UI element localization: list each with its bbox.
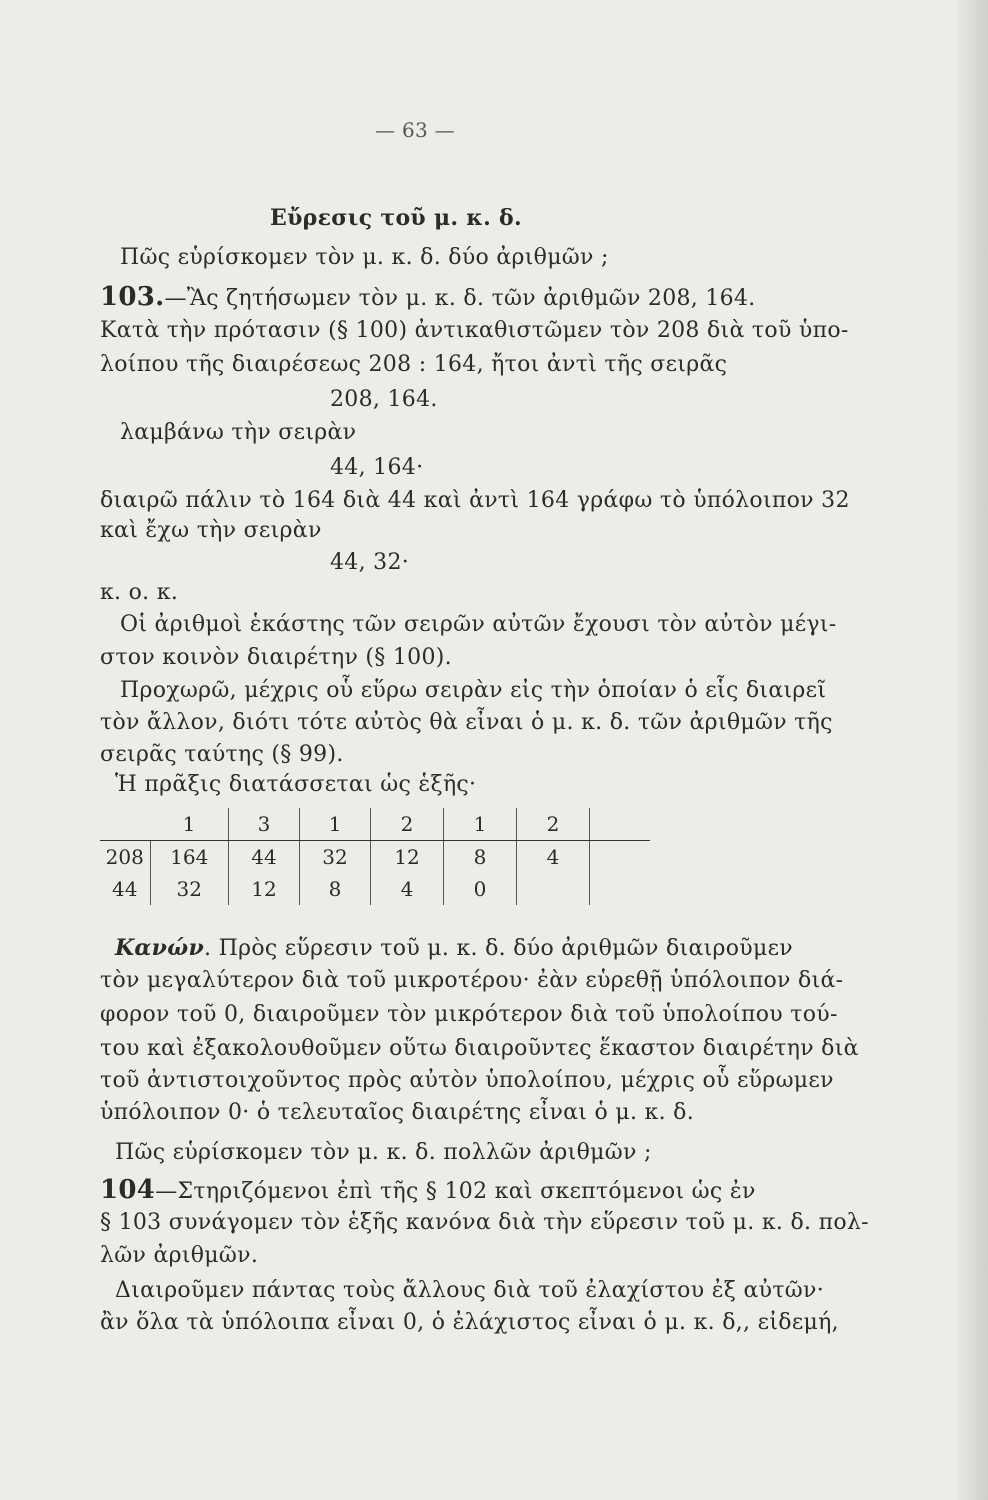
gcd-division-table <box>100 808 650 905</box>
series-line: 44, 164· <box>330 455 424 480</box>
text-line: τὸν ἄλλον, διότι τότε αὐτὸς θὰ εἶναι ὁ μ. κ. δ. τῶν ἀριθμῶν τῆς <box>100 710 833 735</box>
quotient-cell: 1 <box>150 808 229 841</box>
number-cell: 8 <box>444 841 517 874</box>
number-cell: 12 <box>229 873 300 905</box>
rule-label: Κανών <box>115 935 205 961</box>
section-heading: Εὔρεσις τοῦ μ. κ. δ. <box>270 205 522 231</box>
text-line: σειρᾶς ταύτης (§ 99). <box>100 742 344 767</box>
quotient-cell: 2 <box>517 808 590 841</box>
rule-line <box>115 935 793 961</box>
number-cell: 4 <box>517 841 590 874</box>
text-line: Προχωρῶ, μέχρις οὗ εὕρω σειρὰν εἰς τὴν ὁποίαν ὁ εἷς διαιρεῖ <box>120 678 827 703</box>
section-number-103: 103. <box>100 282 165 312</box>
text: —Ἂς ζητήσωμεν τὸν μ. κ. δ. τῶν ἀριθμῶν 208, 164. <box>164 286 756 311</box>
text-line: τοῦ ἀντιστοιχοῦντος πρὸς αὐτὸν ὑπολοίπου, μέχρις οὗ εὕρωμεν <box>100 1068 834 1093</box>
paragraph-104-line <box>100 1175 756 1205</box>
text-line: Κατὰ τὴν πρότασιν (§ 100) ἀντικαθιστῶμεν τὸν 208 διὰ τοῦ ὑπο- <box>100 318 849 343</box>
question-line: Πῶς εὑρίσκομεν τὸν μ. κ. δ. πολλῶν ἀριθμῶν ; <box>115 1140 652 1165</box>
text-line: Ἡ πρᾶξις διατάσσεται ὡς ἑξῆς· <box>115 772 477 797</box>
page-edge <box>958 0 988 1500</box>
text-line: διαιρῶ πάλιν τὸ 164 διὰ 44 καὶ ἀντὶ 164 γράφω τὸ ὑπόλοιπον 32 <box>100 488 850 513</box>
text-line: φορον τοῦ 0, διαιροῦμεν τὸν μικρότερον διὰ τοῦ ὑπολοίπου τού- <box>100 1002 838 1027</box>
dividends-row <box>100 841 650 874</box>
text-line: καὶ ἔχω τὴν σειρὰν <box>100 518 322 543</box>
quotient-cell: 1 <box>444 808 517 841</box>
text-line: του καὶ ἐξακολουθοῦμεν οὕτω διαιροῦντες ἕκαστον διαιρέτην διὰ <box>100 1036 859 1061</box>
number-cell: 208 <box>100 841 150 874</box>
text-line: § 103 συνάγομεν τὸν ἑξῆς κανόνα διὰ τὴν εὕρεσιν τοῦ μ. κ. δ. πολ- <box>100 1210 869 1235</box>
quotient-cell: 3 <box>229 808 300 841</box>
text-line: λαμβάνω τὴν σειρὰν <box>120 420 357 445</box>
text-line: Διαιροῦμεν πάντας τοὺς ἄλλους διὰ τοῦ ἐλαχίστου ἐξ αὐτῶν· <box>115 1278 825 1303</box>
text-line: ὑπόλοιπον 0· ὁ τελευταῖος διαιρέτης εἶναι ὁ μ. κ. δ. <box>100 1100 695 1125</box>
quotients-row <box>100 808 650 841</box>
number-cell: 32 <box>300 841 371 874</box>
number-cell: 12 <box>371 841 444 874</box>
quotient-cell: 1 <box>300 808 371 841</box>
number-cell: 4 <box>371 873 444 905</box>
number-cell: 44 <box>229 841 300 874</box>
number-cell: 44 <box>100 873 150 905</box>
text-line: λοίπου τῆς διαιρέσεως 208 : 164, ἤτοι ἀντὶ τῆς σειρᾶς <box>100 352 728 377</box>
question-line: Πῶς εὑρίσκομεν τὸν μ. κ. δ. δύο ἀριθμῶν ; <box>120 245 609 270</box>
number-cell <box>517 873 590 905</box>
remainders-row <box>100 873 650 905</box>
section-number-104: 104 <box>100 1175 156 1205</box>
number-cell: 164 <box>150 841 229 874</box>
text-line: στον κοινὸν διαιρέτην (§ 100). <box>100 645 452 670</box>
text: . Πρὸς εὕρεσιν τοῦ μ. κ. δ. δύο ἀριθμῶν διαιροῦμεν <box>204 936 793 961</box>
series-line: 44, 32· <box>330 550 410 575</box>
number-cell: 8 <box>300 873 371 905</box>
text-line: κ. ο. κ. <box>100 580 179 605</box>
text: —Στηριζόμενοι ἐπὶ τῆς § 102 καὶ σκεπτόμενοι ὡς ἐν <box>155 1179 756 1204</box>
quotient-cell: 2 <box>371 808 444 841</box>
number-cell: 0 <box>444 873 517 905</box>
text-line: λῶν ἀριθμῶν. <box>100 1243 259 1268</box>
text-line: Οἱ ἀριθμοὶ ἑκάστης τῶν σειρῶν αὐτῶν ἔχουσι τὸν αὐτὸν μέγι- <box>120 612 837 637</box>
series-line: 208, 164. <box>330 387 438 412</box>
paragraph-103-line <box>100 282 756 312</box>
page-number: — 63 — <box>375 118 455 142</box>
text-line: ἂν ὅλα τὰ ὑπόλοιπα εἶναι 0, ὁ ἐλάχιστος εἶναι ὁ μ. κ. δ,, εἰδεμή, <box>100 1310 839 1335</box>
number-cell: 32 <box>150 873 229 905</box>
text-line: τὸν μεγαλύτερον διὰ τοῦ μικροτέρου· ἐὰν εὑρεθῇ ὑπόλοιπον διά- <box>100 968 844 993</box>
